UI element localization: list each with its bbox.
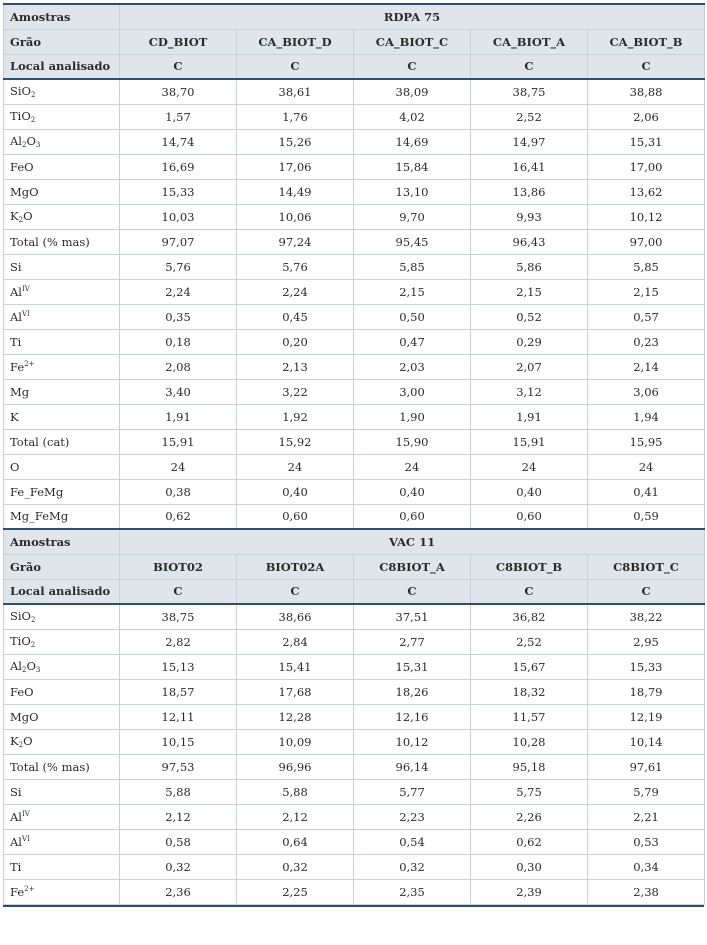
cell-value: 13,62 <box>588 179 705 204</box>
grain-name: BIOT02A <box>237 554 354 579</box>
cell-value: 1,94 <box>588 404 705 429</box>
cell-value: 0,34 <box>588 854 705 879</box>
cell-value: 5,76 <box>237 254 354 279</box>
table-row <box>4 379 705 404</box>
cell-value: 2,25 <box>237 879 354 904</box>
label-base: Mg_FeMg <box>10 509 69 524</box>
local-value: C <box>237 579 354 604</box>
label-superscript: 2+ <box>24 359 35 368</box>
label-base: Al <box>10 809 22 824</box>
grain-name: CA_BIOT_D <box>237 29 354 54</box>
cell-value: 2,95 <box>588 629 705 654</box>
cell-value: 13,10 <box>354 179 471 204</box>
cell-value: 2,52 <box>471 629 588 654</box>
cell-value: 0,62 <box>120 504 237 529</box>
cell-value: 0,54 <box>354 829 471 854</box>
cell-value: 1,91 <box>120 404 237 429</box>
cell-value: 2,36 <box>120 879 237 904</box>
row-label <box>4 504 120 529</box>
cell-value: 0,47 <box>354 329 471 354</box>
table-row <box>4 704 705 729</box>
label-base: Al <box>10 834 22 849</box>
row-label <box>4 729 120 754</box>
cell-value: 2,15 <box>588 279 705 304</box>
label-base: K <box>10 409 19 424</box>
cell-value: 17,00 <box>588 154 705 179</box>
grain-name: CA_BIOT_C <box>354 29 471 54</box>
cell-value: 38,09 <box>354 79 471 104</box>
label-subscript: 2 <box>18 216 24 224</box>
label-superscript: IV <box>21 284 30 293</box>
cell-value: 0,29 <box>471 329 588 354</box>
table-bottom-rule <box>3 905 704 907</box>
cell-value: 0,35 <box>120 304 237 329</box>
row-label <box>4 104 120 129</box>
cell-value: 3,40 <box>120 379 237 404</box>
cell-value: 0,32 <box>120 854 237 879</box>
cell-value: 9,70 <box>354 204 471 229</box>
cell-value: 0,62 <box>471 829 588 854</box>
local-label: Local analisado <box>4 579 120 604</box>
cell-value: 24 <box>354 454 471 479</box>
table-row <box>4 254 705 279</box>
cell-value: 1,90 <box>354 404 471 429</box>
cell-value: 15,33 <box>588 654 705 679</box>
cell-value: 3,06 <box>588 379 705 404</box>
label-subscript: 2 <box>30 116 36 124</box>
label-base: Al <box>10 134 22 148</box>
cell-value: 2,24 <box>237 279 354 304</box>
cell-value: 5,79 <box>588 779 705 804</box>
cell-value: 15,13 <box>120 654 237 679</box>
cell-value: 18,32 <box>471 679 588 704</box>
row-label <box>4 829 120 854</box>
label-base: Ti <box>10 859 22 874</box>
row-label <box>4 679 120 704</box>
row-label <box>4 404 120 429</box>
cell-value: 0,64 <box>237 829 354 854</box>
cell-value: 96,96 <box>237 754 354 779</box>
cell-value: 2,26 <box>471 804 588 829</box>
grain-name: BIOT02 <box>120 554 237 579</box>
cell-value: 15,90 <box>354 429 471 454</box>
cell-value: 2,77 <box>354 629 471 654</box>
cell-value: 18,26 <box>354 679 471 704</box>
cell-value: 2,14 <box>588 354 705 379</box>
local-value: C <box>471 54 588 79</box>
row-label <box>4 879 120 904</box>
row-label <box>4 479 120 504</box>
row-label <box>4 229 120 254</box>
cell-value: 2,15 <box>471 279 588 304</box>
cell-value: 38,75 <box>471 79 588 104</box>
cell-value: 10,06 <box>237 204 354 229</box>
cell-value: 4,02 <box>354 104 471 129</box>
cell-value: 15,91 <box>120 429 237 454</box>
cell-value: 5,77 <box>354 779 471 804</box>
cell-value: 2,03 <box>354 354 471 379</box>
label-base: Si <box>10 259 22 274</box>
label-base: FeO <box>10 159 34 174</box>
cell-value: 2,24 <box>120 279 237 304</box>
cell-value: 0,58 <box>120 829 237 854</box>
cell-value: 10,12 <box>354 729 471 754</box>
label-suffix: O <box>23 209 33 223</box>
sample-name: VAC 11 <box>120 529 705 554</box>
table-row <box>4 79 705 104</box>
cell-value: 2,06 <box>588 104 705 129</box>
cell-value: 38,70 <box>120 79 237 104</box>
table-row <box>4 604 705 629</box>
row-label <box>4 704 120 729</box>
cell-value: 15,31 <box>588 129 705 154</box>
cell-value: 0,23 <box>588 329 705 354</box>
local-label: Local analisado <box>4 54 120 79</box>
cell-value: 2,07 <box>471 354 588 379</box>
amostras-label: Amostras <box>4 529 120 554</box>
cell-value: 16,41 <box>471 154 588 179</box>
cell-value: 24 <box>237 454 354 479</box>
cell-value: 9,93 <box>471 204 588 229</box>
grao-label: Grão <box>4 29 120 54</box>
local-value: C <box>120 54 237 79</box>
cell-value: 12,19 <box>588 704 705 729</box>
table-row <box>4 154 705 179</box>
label-base: Ti <box>10 334 22 349</box>
table-row <box>4 879 705 904</box>
cell-value: 5,88 <box>120 779 237 804</box>
cell-value: 3,22 <box>237 379 354 404</box>
cell-value: 0,45 <box>237 304 354 329</box>
table-row <box>4 354 705 379</box>
cell-value: 15,31 <box>354 654 471 679</box>
label-base: Fe <box>10 884 25 899</box>
row-label <box>4 379 120 404</box>
cell-value: 11,57 <box>471 704 588 729</box>
label-base: Total (cat) <box>10 434 70 449</box>
table-row <box>4 129 705 154</box>
cell-value: 96,14 <box>354 754 471 779</box>
cell-value: 0,41 <box>588 479 705 504</box>
cell-value: 13,86 <box>471 179 588 204</box>
cell-value: 14,74 <box>120 129 237 154</box>
cell-value: 0,60 <box>237 504 354 529</box>
label-subscript: 3 <box>35 141 41 149</box>
label-base: SiO <box>10 84 31 99</box>
cell-value: 1,92 <box>237 404 354 429</box>
label-subscript: 2 <box>30 91 36 100</box>
row-label <box>4 154 120 179</box>
cell-value: 0,53 <box>588 829 705 854</box>
cell-value: 5,75 <box>471 779 588 804</box>
label-subscript: 2 <box>21 141 27 149</box>
label-base: FeO <box>10 684 34 699</box>
cell-value: 10,15 <box>120 729 237 754</box>
local-value: C <box>354 579 471 604</box>
label-base: MgO <box>10 184 39 199</box>
cell-value: 18,57 <box>120 679 237 704</box>
label-base: Fe <box>10 359 25 374</box>
local-value: C <box>354 54 471 79</box>
grain-name: C8BIOT_A <box>354 554 471 579</box>
local-value: C <box>237 54 354 79</box>
label-base: Fe_FeMg <box>10 484 64 499</box>
cell-value: 14,69 <box>354 129 471 154</box>
cell-value: 1,76 <box>237 104 354 129</box>
biotite-composition-table <box>3 3 705 905</box>
cell-value: 0,40 <box>354 479 471 504</box>
table-row <box>4 829 705 854</box>
cell-value: 97,07 <box>120 229 237 254</box>
table-row <box>4 179 705 204</box>
label-suffix: O <box>26 134 36 148</box>
cell-value: 24 <box>471 454 588 479</box>
label-superscript: VI <box>21 834 30 843</box>
label-base: Al <box>10 309 22 324</box>
local-value: C <box>588 579 705 604</box>
cell-value: 0,38 <box>120 479 237 504</box>
cell-value: 17,68 <box>237 679 354 704</box>
row-label <box>4 854 120 879</box>
cell-value: 10,12 <box>588 204 705 229</box>
cell-value: 2,08 <box>120 354 237 379</box>
grain-name: C8BIOT_B <box>471 554 588 579</box>
cell-value: 38,66 <box>237 604 354 629</box>
grain-name: CA_BIOT_B <box>588 29 705 54</box>
cell-value: 0,32 <box>237 854 354 879</box>
cell-value: 0,50 <box>354 304 471 329</box>
label-subscript: 2 <box>30 616 36 625</box>
table-row <box>4 654 705 679</box>
cell-value: 2,21 <box>588 804 705 829</box>
cell-value: 2,39 <box>471 879 588 904</box>
cell-value: 1,91 <box>471 404 588 429</box>
cell-value: 12,28 <box>237 704 354 729</box>
table-row <box>4 629 705 654</box>
row-label <box>4 629 120 654</box>
samples-header-row <box>4 529 705 554</box>
table-row <box>4 329 705 354</box>
cell-value: 0,32 <box>354 854 471 879</box>
cell-value: 14,49 <box>237 179 354 204</box>
grain-name: C8BIOT_C <box>588 554 705 579</box>
row-label <box>4 354 120 379</box>
label-base: TiO <box>10 109 31 123</box>
label-suffix: O <box>26 659 36 673</box>
label-superscript: 2+ <box>24 884 35 893</box>
row-label <box>4 254 120 279</box>
cell-value: 5,88 <box>237 779 354 804</box>
label-subscript: 2 <box>30 641 36 649</box>
cell-value: 38,22 <box>588 604 705 629</box>
table-row <box>4 454 705 479</box>
samples-header-row <box>4 4 705 29</box>
cell-value: 14,97 <box>471 129 588 154</box>
table-row <box>4 104 705 129</box>
label-subscript: 2 <box>18 741 24 749</box>
table-row <box>4 679 705 704</box>
cell-value: 97,24 <box>237 229 354 254</box>
table-row <box>4 429 705 454</box>
cell-value: 15,92 <box>237 429 354 454</box>
cell-value: 16,69 <box>120 154 237 179</box>
grain-name: CA_BIOT_A <box>471 29 588 54</box>
table-row <box>4 804 705 829</box>
cell-value: 2,35 <box>354 879 471 904</box>
cell-value: 0,59 <box>588 504 705 529</box>
row-label <box>4 429 120 454</box>
cell-value: 0,18 <box>120 329 237 354</box>
row-label <box>4 329 120 354</box>
cell-value: 0,60 <box>354 504 471 529</box>
label-base: O <box>10 459 20 474</box>
cell-value: 5,86 <box>471 254 588 279</box>
cell-value: 17,06 <box>237 154 354 179</box>
cell-value: 12,11 <box>120 704 237 729</box>
cell-value: 5,76 <box>120 254 237 279</box>
table-row <box>4 729 705 754</box>
label-base: Total (% mas) <box>10 234 90 249</box>
grain-name: CD_BIOT <box>120 29 237 54</box>
label-base: Al <box>10 659 22 673</box>
cell-value: 15,33 <box>120 179 237 204</box>
cell-value: 0,40 <box>471 479 588 504</box>
label-subscript: 2 <box>21 666 27 674</box>
row-label <box>4 279 120 304</box>
row-label <box>4 304 120 329</box>
row-label <box>4 804 120 829</box>
table-row <box>4 204 705 229</box>
amostras-label: Amostras <box>4 4 120 29</box>
cell-value: 2,12 <box>237 804 354 829</box>
cell-value: 2,23 <box>354 804 471 829</box>
cell-value: 0,40 <box>237 479 354 504</box>
cell-value: 5,85 <box>354 254 471 279</box>
label-base: K <box>10 209 19 223</box>
label-superscript: IV <box>21 809 30 818</box>
cell-value: 3,00 <box>354 379 471 404</box>
cell-value: 15,84 <box>354 154 471 179</box>
label-subscript: 3 <box>35 666 41 674</box>
cell-value: 0,60 <box>471 504 588 529</box>
cell-value: 0,57 <box>588 304 705 329</box>
label-base: Mg <box>10 384 30 399</box>
cell-value: 36,82 <box>471 604 588 629</box>
grao-label: Grão <box>4 554 120 579</box>
cell-value: 38,61 <box>237 79 354 104</box>
label-base: TiO <box>10 634 31 648</box>
cell-value: 2,52 <box>471 104 588 129</box>
table-row <box>4 754 705 779</box>
label-base: K <box>10 734 19 748</box>
row-label <box>4 129 120 154</box>
cell-value: 10,09 <box>237 729 354 754</box>
local-value: C <box>120 579 237 604</box>
cell-value: 10,03 <box>120 204 237 229</box>
cell-value: 15,67 <box>471 654 588 679</box>
cell-value: 37,51 <box>354 604 471 629</box>
label-suffix: O <box>23 734 33 748</box>
row-label <box>4 204 120 229</box>
row-label <box>4 179 120 204</box>
cell-value: 2,84 <box>237 629 354 654</box>
cell-value: 97,53 <box>120 754 237 779</box>
table-row <box>4 304 705 329</box>
cell-value: 0,20 <box>237 329 354 354</box>
cell-value: 2,15 <box>354 279 471 304</box>
cell-value: 95,18 <box>471 754 588 779</box>
local-value: C <box>471 579 588 604</box>
cell-value: 5,85 <box>588 254 705 279</box>
local-value: C <box>588 54 705 79</box>
table-row <box>4 229 705 254</box>
row-label <box>4 79 120 104</box>
cell-value: 97,00 <box>588 229 705 254</box>
cell-value: 2,38 <box>588 879 705 904</box>
cell-value: 3,12 <box>471 379 588 404</box>
row-label <box>4 779 120 804</box>
cell-value: 38,88 <box>588 79 705 104</box>
table-row <box>4 854 705 879</box>
label-base: SiO <box>10 609 31 624</box>
grain-header-row <box>4 554 705 579</box>
grain-header-row <box>4 29 705 54</box>
row-label <box>4 754 120 779</box>
cell-value: 15,91 <box>471 429 588 454</box>
sample-name: RDPA 75 <box>120 4 705 29</box>
cell-value: 10,28 <box>471 729 588 754</box>
cell-value: 96,43 <box>471 229 588 254</box>
cell-value: 0,52 <box>471 304 588 329</box>
table-row <box>4 279 705 304</box>
label-base: Si <box>10 784 22 799</box>
label-base: Al <box>10 284 22 299</box>
cell-value: 15,26 <box>237 129 354 154</box>
cell-value: 10,14 <box>588 729 705 754</box>
cell-value: 95,45 <box>354 229 471 254</box>
table-row <box>4 779 705 804</box>
cell-value: 2,82 <box>120 629 237 654</box>
cell-value: 15,41 <box>237 654 354 679</box>
label-superscript: VI <box>21 309 30 318</box>
table-row <box>4 479 705 504</box>
cell-value: 0,30 <box>471 854 588 879</box>
cell-value: 15,95 <box>588 429 705 454</box>
cell-value: 2,13 <box>237 354 354 379</box>
cell-value: 18,79 <box>588 679 705 704</box>
cell-value: 24 <box>588 454 705 479</box>
cell-value: 97,61 <box>588 754 705 779</box>
table-row <box>4 404 705 429</box>
label-base: MgO <box>10 709 39 724</box>
local-header-row <box>4 579 705 604</box>
cell-value: 24 <box>120 454 237 479</box>
local-header-row <box>4 54 705 79</box>
cell-value: 12,16 <box>354 704 471 729</box>
cell-value: 2,12 <box>120 804 237 829</box>
label-base: Total (% mas) <box>10 759 90 774</box>
table-row <box>4 504 705 529</box>
cell-value: 1,57 <box>120 104 237 129</box>
row-label <box>4 654 120 679</box>
row-label <box>4 604 120 629</box>
row-label <box>4 454 120 479</box>
cell-value: 38,75 <box>120 604 237 629</box>
